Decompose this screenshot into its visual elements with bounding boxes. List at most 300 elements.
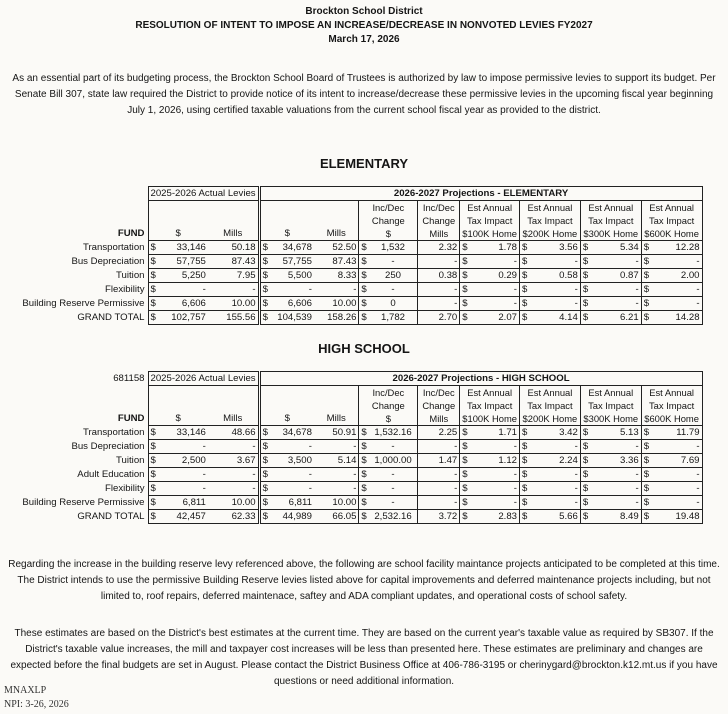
actual-mills: - (208, 468, 259, 482)
actual-mills: 87.43 (208, 255, 259, 269)
col-h300: $300K Home (580, 412, 641, 426)
h100-dollar-sign: $ (460, 482, 470, 496)
fund-name: Tuition (116, 270, 145, 281)
impact-300k: 5.34 (590, 241, 641, 255)
impact-100k: - (470, 255, 520, 269)
impact-300k: - (590, 468, 641, 482)
change-mills: 0.38 (418, 269, 460, 283)
elementary-levy-table (2, 186, 703, 325)
impact-600k: - (651, 283, 702, 297)
blank (2, 386, 148, 400)
change-dollar: - (369, 468, 418, 482)
impact-200k: 0.58 (529, 269, 580, 283)
actual-mills: 50.18 (208, 241, 259, 255)
proj-dollar-sign: $ (259, 311, 270, 325)
projections-header: 2026-2027 Projections - HIGH SCHOOL (259, 372, 702, 386)
col-h100-l2: Tax Impact (460, 214, 520, 227)
change-mills: 1.47 (418, 454, 460, 468)
impact-600k: - (651, 496, 702, 510)
table-row (2, 297, 702, 311)
fund-name: Adult Education (77, 469, 145, 480)
fund-name: Flexibility (105, 483, 145, 494)
impact-100k: 2.07 (470, 311, 520, 325)
resolution-title: RESOLUTION OF INTENT TO IMPOSE AN INCREASE/DECREASE IN NONVOTED LEVIES FY2027 (135, 20, 593, 31)
h300-dollar-sign: $ (580, 426, 590, 440)
actual-mills: 62.33 (208, 510, 259, 524)
impact-100k: 1.12 (470, 454, 520, 468)
h200-dollar-sign: $ (520, 510, 530, 524)
actual-dollar-sign: $ (148, 255, 159, 269)
table-id (2, 187, 148, 201)
table-row (2, 482, 702, 496)
col-fund: FUND (117, 413, 145, 425)
col-h300-l1: Est Annual (580, 386, 641, 400)
col-h200: $200K Home (520, 227, 581, 241)
proj-dollar-sign: $ (259, 496, 270, 510)
col-h600: $600K Home (641, 412, 702, 426)
proj-mills: 10.00 (314, 496, 359, 510)
col-h600-l1: Est Annual (641, 386, 702, 400)
h600-dollar-sign: $ (641, 311, 651, 325)
proj-levy: 104,539 (270, 311, 314, 325)
table-row (2, 468, 702, 482)
change-dollar-sign: $ (359, 241, 369, 255)
h300-dollar-sign: $ (580, 510, 590, 524)
table-row (2, 269, 702, 283)
change-dollar: 1,532.16 (369, 426, 418, 440)
change-mills: - (418, 496, 460, 510)
impact-200k: 3.56 (529, 241, 580, 255)
col-actual-mills: Mills (208, 227, 259, 241)
blank (148, 399, 259, 412)
actual-mills: 10.00 (208, 496, 259, 510)
proj-mills: - (314, 468, 359, 482)
h600-dollar-sign: $ (641, 482, 651, 496)
proj-mills: 8.33 (314, 269, 359, 283)
change-dollar-sign: $ (359, 468, 369, 482)
h200-dollar-sign: $ (520, 454, 530, 468)
blank (148, 386, 259, 400)
impact-600k: - (651, 255, 702, 269)
impact-300k: - (590, 482, 641, 496)
impact-200k: - (529, 255, 580, 269)
h200-dollar-sign: $ (520, 297, 530, 311)
actual-levy: - (159, 468, 208, 482)
change-dollar: 1,532 (369, 241, 418, 255)
change-dollar: - (369, 440, 418, 454)
h200-dollar-sign: $ (520, 482, 530, 496)
col-h200-l2: Tax Impact (520, 214, 581, 227)
actual-dollar-sign: $ (148, 440, 159, 454)
actual-dollar-sign: $ (148, 496, 159, 510)
proj-levy: 3,500 (270, 454, 314, 468)
change-mills: 2.32 (418, 241, 460, 255)
impact-200k: - (529, 297, 580, 311)
h100-dollar-sign: $ (460, 283, 470, 297)
actual-levy: 57,755 (159, 255, 208, 269)
h100-dollar-sign: $ (460, 496, 470, 510)
proj-levy: 6,811 (270, 496, 314, 510)
impact-300k: 5.13 (590, 426, 641, 440)
change-dollar-sign: $ (359, 269, 369, 283)
h600-dollar-sign: $ (641, 241, 651, 255)
actual-dollar-sign: $ (148, 468, 159, 482)
fund-name: Building Reserve Permissive (22, 497, 145, 508)
proj-dollar-sign: $ (259, 255, 270, 269)
table-row (2, 496, 702, 510)
table-row (2, 510, 702, 524)
h100-dollar-sign: $ (460, 440, 470, 454)
proj-levy: 34,678 (270, 241, 314, 255)
actual-mills: 48.66 (208, 426, 259, 440)
actual-levy: 102,757 (159, 311, 208, 325)
col-fund: FUND (117, 228, 145, 240)
fund-name: Flexibility (105, 284, 145, 295)
change-dollar-sign: $ (359, 255, 369, 269)
proj-levy: - (270, 440, 314, 454)
col-actual-dollar: $ (148, 227, 208, 241)
table-row (2, 454, 702, 468)
col-h300-l1: Est Annual (580, 201, 641, 215)
h300-dollar-sign: $ (580, 454, 590, 468)
actual-dollar-sign: $ (148, 311, 159, 325)
actual-levy: - (159, 283, 208, 297)
fund-name: GRAND TOTAL (77, 511, 145, 522)
change-dollar-sign: $ (359, 440, 369, 454)
actual-levy: 42,457 (159, 510, 208, 524)
actual-levy: - (159, 482, 208, 496)
proj-dollar-sign: $ (259, 482, 270, 496)
col-proj-dollar: $ (259, 227, 314, 241)
col-h200-l1: Est Annual (520, 386, 581, 400)
impact-200k: - (529, 468, 580, 482)
h200-dollar-sign: $ (520, 241, 530, 255)
impact-300k: - (590, 297, 641, 311)
change-mills: - (418, 482, 460, 496)
change-mills: - (418, 283, 460, 297)
h600-dollar-sign: $ (641, 510, 651, 524)
col-change-mills-l3: Mills (418, 227, 460, 241)
h200-dollar-sign: $ (520, 283, 530, 297)
proj-dollar-sign: $ (259, 269, 270, 283)
actual-dollar-sign: $ (148, 482, 159, 496)
col-h300-l2: Tax Impact (580, 214, 641, 227)
proj-levy: - (270, 482, 314, 496)
impact-100k: - (470, 496, 520, 510)
actual-levies-header: 2025-2026 Actual Levies (148, 187, 259, 201)
change-dollar: 0 (369, 297, 418, 311)
blank (259, 214, 359, 227)
fund-name: GRAND TOTAL (77, 312, 145, 323)
notice-date: March 17, 2026 (328, 34, 400, 45)
col-change-dollar-l2: Change (359, 399, 418, 412)
change-mills: 2.70 (418, 311, 460, 325)
h600-dollar-sign: $ (641, 454, 651, 468)
blank (148, 201, 259, 215)
blank (259, 201, 359, 215)
change-mills: - (418, 468, 460, 482)
change-dollar: - (369, 482, 418, 496)
col-h100-l2: Tax Impact (460, 399, 520, 412)
impact-300k: 8.49 (590, 510, 641, 524)
h600-dollar-sign: $ (641, 426, 651, 440)
change-dollar-sign: $ (359, 510, 369, 524)
col-change-mills-l3: Mills (418, 412, 460, 426)
fund-name: Building Reserve Permissive (22, 298, 145, 309)
col-h100: $100K Home (460, 227, 520, 241)
h300-dollar-sign: $ (580, 468, 590, 482)
proj-levy: 6,606 (270, 297, 314, 311)
actual-mills: 10.00 (208, 297, 259, 311)
proj-levy: - (270, 283, 314, 297)
impact-600k: - (651, 468, 702, 482)
col-proj-mills: Mills (326, 228, 346, 239)
actual-mills: 7.95 (208, 269, 259, 283)
impact-100k: - (470, 440, 520, 454)
table-id: 681158 (113, 373, 145, 384)
district-name: Brockton School District (305, 6, 423, 17)
impact-200k: - (529, 440, 580, 454)
impact-200k: 3.42 (529, 426, 580, 440)
proj-dollar-sign: $ (259, 283, 270, 297)
table-row (2, 440, 702, 454)
h200-dollar-sign: $ (520, 269, 530, 283)
impact-200k: - (529, 482, 580, 496)
col-change-dollar-l1: Inc/Dec (359, 386, 418, 400)
col-h200: $200K Home (520, 412, 581, 426)
high-school-title: HIGH SCHOOL (318, 341, 410, 356)
intro-paragraph: As an essential part of its budgeting process, the Brockton School Board of Trustees is authorized by law to impose permissive levies to support its budget. Per Senate Bill 307, state law required the District to provide notice of its intent to increase/decrease these permissive levies in the upcoming fiscal year beginning July 1, 2026, using certified taxable valuations from the current school fiscal year as provided to the district. (12, 73, 716, 116)
h600-dollar-sign: $ (641, 468, 651, 482)
impact-300k: - (590, 283, 641, 297)
h600-dollar-sign: $ (641, 440, 651, 454)
actual-dollar-sign: $ (148, 297, 159, 311)
proj-mills: - (314, 283, 359, 297)
col-change-mills-l2: Change (418, 214, 460, 227)
table-row (2, 426, 702, 440)
h600-dollar-sign: $ (641, 283, 651, 297)
change-dollar-sign: $ (359, 426, 369, 440)
actual-levy: 33,146 (159, 426, 208, 440)
change-dollar: 1,000.00 (369, 454, 418, 468)
impact-600k: - (651, 297, 702, 311)
impact-200k: - (529, 496, 580, 510)
h100-dollar-sign: $ (460, 454, 470, 468)
impact-200k: 2.24 (529, 454, 580, 468)
h200-dollar-sign: $ (520, 426, 530, 440)
col-change-mills-l1: Inc/Dec (418, 386, 460, 400)
h100-dollar-sign: $ (460, 297, 470, 311)
h200-dollar-sign: $ (520, 468, 530, 482)
impact-300k: - (590, 496, 641, 510)
impact-600k: 2.00 (651, 269, 702, 283)
impact-600k: 11.79 (651, 426, 702, 440)
impact-200k: 4.14 (529, 311, 580, 325)
table-row (2, 311, 702, 325)
impact-100k: - (470, 482, 520, 496)
impact-600k: - (651, 440, 702, 454)
proj-mills: 10.00 (314, 297, 359, 311)
h300-dollar-sign: $ (580, 297, 590, 311)
actual-mills: 3.67 (208, 454, 259, 468)
h600-dollar-sign: $ (641, 496, 651, 510)
actual-mills: 155.56 (208, 311, 259, 325)
impact-100k: 1.71 (470, 426, 520, 440)
h200-dollar-sign: $ (520, 440, 530, 454)
fund-name: Bus Depreciation (71, 441, 145, 452)
col-h200-l1: Est Annual (520, 201, 581, 215)
blank (259, 386, 359, 400)
change-dollar: - (369, 255, 418, 269)
building-reserve-paragraph: Regarding the increase in the building reserve levy referenced above, the following are school facility maintance projects anticipated to be completed at this time. The District intends to use the permissive Building Reserve levies listed above for capital improvements and deferred maintenance projects including, but not limited to, roof repairs, deferred maintenace, saftey and ADA compliant updates, and operational costs of school safety. (8, 559, 720, 602)
h600-dollar-sign: $ (641, 297, 651, 311)
change-dollar-sign: $ (359, 311, 369, 325)
h600-dollar-sign: $ (641, 255, 651, 269)
proj-levy: 44,989 (270, 510, 314, 524)
impact-100k: - (470, 468, 520, 482)
col-change-mills-l2: Change (418, 399, 460, 412)
h100-dollar-sign: $ (460, 311, 470, 325)
proj-mills: 158.26 (314, 311, 359, 325)
h100-dollar-sign: $ (460, 468, 470, 482)
change-dollar-sign: $ (359, 283, 369, 297)
fund-name: Transportation (82, 242, 145, 253)
h100-dollar-sign: $ (460, 269, 470, 283)
actual-levy: 6,606 (159, 297, 208, 311)
change-dollar: 1,782 (369, 311, 418, 325)
estimates-paragraph: These estimates are based on the District's best estimates at the current time. They are based on the current year's taxable value as required by SB307. If the District's taxable value increases, the mill and taxpayer cost increases will be less than presented here. These estimates are preliminary and changes are expected before the final budgets are set in August. Please contact the District Business Office at 406-786-3195 or cherinygard@brockton.k12.mt.us if you have questions or need additional information. (10, 628, 718, 687)
change-dollar-sign: $ (359, 297, 369, 311)
impact-600k: 14.28 (651, 311, 702, 325)
col-h100: $100K Home (460, 412, 520, 426)
actual-levies-header: 2025-2026 Actual Levies (148, 372, 259, 386)
impact-600k: 7.69 (651, 454, 702, 468)
proj-dollar-sign: $ (259, 297, 270, 311)
table-row (2, 241, 702, 255)
col-change-mills-l1: Inc/Dec (418, 201, 460, 215)
actual-mills: - (208, 283, 259, 297)
fund-name: Transportation (82, 427, 145, 438)
h600-dollar-sign: $ (641, 269, 651, 283)
h100-dollar-sign: $ (460, 426, 470, 440)
col-h600: $600K Home (641, 227, 702, 241)
proj-mills: 66.05 (314, 510, 359, 524)
col-actual-mills: Mills (208, 412, 259, 426)
proj-dollar-sign: $ (259, 440, 270, 454)
impact-300k: - (590, 255, 641, 269)
proj-levy: 34,678 (270, 426, 314, 440)
actual-levy: 2,500 (159, 454, 208, 468)
h300-dollar-sign: $ (580, 269, 590, 283)
blank (259, 399, 359, 412)
proj-mills: 52.50 (314, 241, 359, 255)
proj-mills: - (314, 482, 359, 496)
h300-dollar-sign: $ (580, 283, 590, 297)
impact-100k: 0.29 (470, 269, 520, 283)
elementary-title: ELEMENTARY (319, 156, 409, 171)
change-dollar-sign: $ (359, 482, 369, 496)
change-dollar: - (369, 496, 418, 510)
proj-levy: 57,755 (270, 255, 314, 269)
change-mills: - (418, 297, 460, 311)
impact-200k: - (529, 283, 580, 297)
actual-dollar-sign: $ (148, 269, 159, 283)
blank (148, 214, 259, 227)
proj-levy: 5,500 (270, 269, 314, 283)
proj-dollar-sign: $ (259, 510, 270, 524)
change-dollar: 250 (369, 269, 418, 283)
actual-dollar-sign: $ (148, 283, 159, 297)
h100-dollar-sign: $ (460, 255, 470, 269)
h200-dollar-sign: $ (520, 255, 530, 269)
impact-300k: 0.87 (590, 269, 641, 283)
h300-dollar-sign: $ (580, 311, 590, 325)
h300-dollar-sign: $ (580, 241, 590, 255)
fund-name: Tuition (116, 455, 145, 466)
table-row (2, 283, 702, 297)
footer-npi: NPI: 3-26, 2026 (4, 699, 69, 710)
proj-levy: - (270, 468, 314, 482)
impact-600k: 19.48 (651, 510, 702, 524)
change-mills: 2.25 (418, 426, 460, 440)
projections-header: 2026-2027 Projections - ELEMENTARY (259, 187, 702, 201)
h200-dollar-sign: $ (520, 496, 530, 510)
proj-dollar-sign: $ (259, 426, 270, 440)
high-school-levy-table (2, 371, 703, 524)
actual-dollar-sign: $ (148, 510, 159, 524)
h300-dollar-sign: $ (580, 496, 590, 510)
document-header (0, 5, 728, 47)
change-dollar: 2,532.16 (369, 510, 418, 524)
table-row (2, 255, 702, 269)
blank (2, 399, 148, 412)
col-actual-dollar: $ (148, 412, 208, 426)
col-h600-l2: Tax Impact (641, 399, 702, 412)
blank (2, 214, 148, 227)
h100-dollar-sign: $ (460, 241, 470, 255)
proj-dollar-sign: $ (259, 241, 270, 255)
change-mills: - (418, 440, 460, 454)
impact-100k: 2.83 (470, 510, 520, 524)
col-proj-mills: Mills (326, 413, 346, 424)
proj-mills: 50.91 (314, 426, 359, 440)
proj-mills: - (314, 440, 359, 454)
change-mills: 3.72 (418, 510, 460, 524)
impact-300k: - (590, 440, 641, 454)
impact-600k: 12.28 (651, 241, 702, 255)
change-mills: - (418, 255, 460, 269)
fund-name: Bus Depreciation (71, 256, 145, 267)
actual-mills: - (208, 482, 259, 496)
impact-100k: 1.78 (470, 241, 520, 255)
change-dollar-sign: $ (359, 496, 369, 510)
col-h300-l2: Tax Impact (580, 399, 641, 412)
actual-levy: 5,250 (159, 269, 208, 283)
impact-100k: - (470, 297, 520, 311)
actual-levy: - (159, 440, 208, 454)
actual-levy: 33,146 (159, 241, 208, 255)
footer-code: MNAXLP (4, 685, 47, 696)
proj-dollar-sign: $ (259, 468, 270, 482)
actual-mills: - (208, 440, 259, 454)
h300-dollar-sign: $ (580, 255, 590, 269)
col-h200-l2: Tax Impact (520, 399, 581, 412)
proj-mills: 87.43 (314, 255, 359, 269)
proj-mills: 5.14 (314, 454, 359, 468)
actual-dollar-sign: $ (148, 426, 159, 440)
impact-300k: 6.21 (590, 311, 641, 325)
col-h600-l1: Est Annual (641, 201, 702, 215)
